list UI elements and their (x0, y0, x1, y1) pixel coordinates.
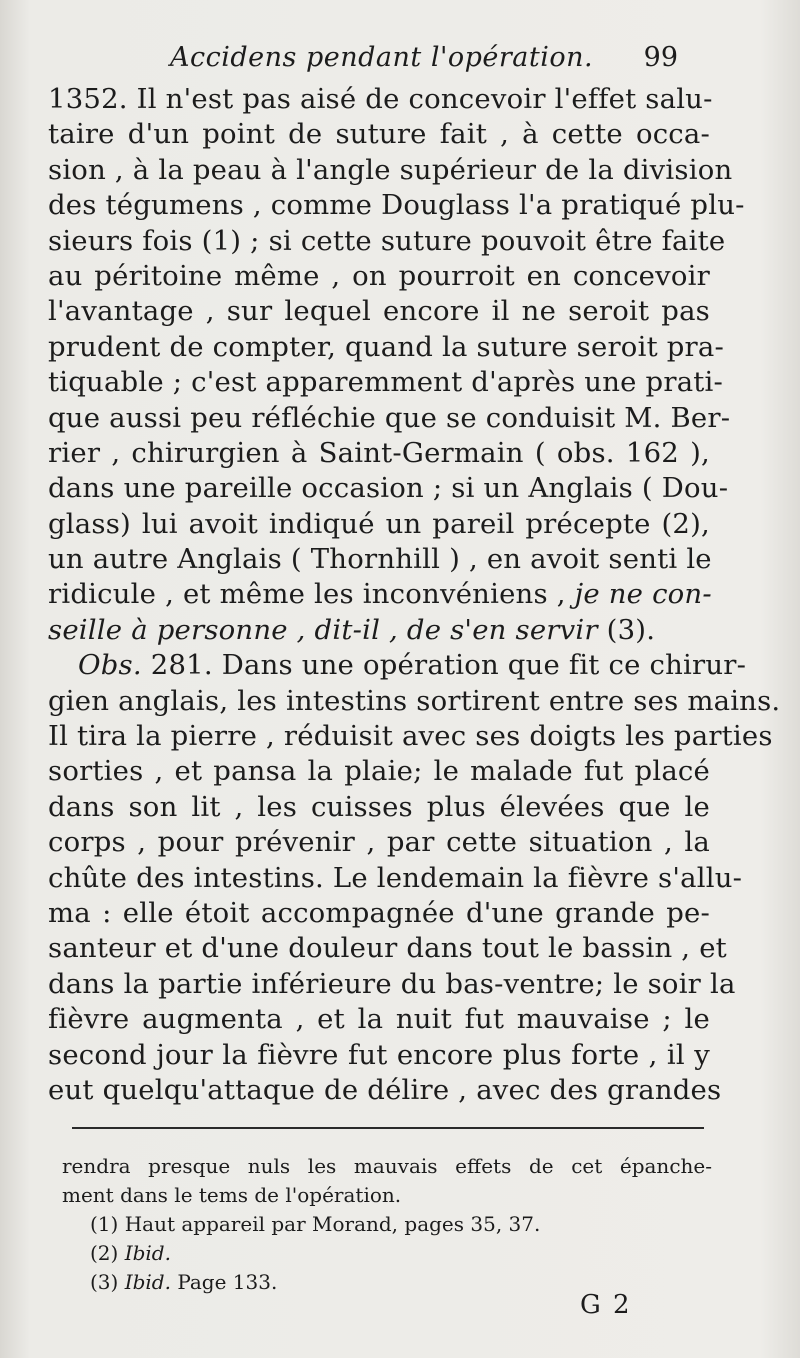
text-line: gien anglais, les intestins sortirent entre ses mains. (48, 684, 781, 717)
text-line: dans la partie inférieure du bas-ventre; le soir la (48, 967, 736, 1000)
footnote-continuation: rendra presque nuls les mauvais effets de cet épanche- (62, 1154, 712, 1178)
text-line: des tégumens , comme Douglass l'a pratiqué plu- (48, 189, 745, 222)
footnote-marker: (1) (90, 1212, 119, 1236)
italic-segment: seille à personne , dit-il , de s'en servir (48, 613, 598, 646)
text-line: au péritoine même , on pourroit en concevoir (48, 259, 710, 292)
footnote-continuation: ment dans le tems de l'opération. (62, 1183, 402, 1207)
text-line: prudent de compter, quand la suture seroit pra- (48, 330, 724, 363)
text-line: dans une pareille occasion ; si un Anglais ( Dou- (48, 472, 729, 505)
text-line: taire d'un point de suture fait , à cette occa- (48, 118, 710, 151)
text-line: ma : elle étoit accompagnée d'une grande pe- (48, 896, 710, 929)
text-line: sorties , et pansa la plaie; le malade fut placé (48, 755, 710, 788)
footnotes (62, 1152, 712, 1297)
text-line: dans son lit , les cuisses plus élevées que le (48, 790, 710, 823)
text-line-italic (48, 613, 710, 648)
text-line: Il tira la pierre , réduisit avec ses doigts les parties (48, 720, 773, 753)
footnote-1 (62, 1210, 712, 1239)
text-line: chûte des intestins. Le lendemain la fièvre s'allu- (48, 861, 743, 894)
text-line: fièvre augmenta , et la nuit fut mauvaise ; le (48, 1003, 710, 1036)
running-head (170, 40, 690, 80)
italic-segment: je ne con- (574, 578, 712, 611)
footnote-2 (62, 1239, 712, 1268)
text-line: l'avantage , sur lequel encore il ne seroit pas (48, 295, 710, 328)
obs-heading-line (48, 648, 747, 683)
text-line: rier , chirurgien à Saint-Germain ( obs. 162 ), (48, 436, 710, 469)
footnote-italic: Ibid. (124, 1270, 171, 1294)
text-line: que aussi peu réfléchie que se conduisit M. Ber- (48, 401, 731, 434)
text-line: un autre Anglais ( Thornhill ) , en avoit senti le (48, 543, 712, 576)
footnote-italic: Ibid. (124, 1241, 171, 1265)
page-number: 99 (643, 42, 678, 73)
text-line-mixed (48, 577, 710, 612)
text-line: santeur et d'une douleur dans tout le bassin , et (48, 932, 727, 965)
footnote-marker: (3) (90, 1270, 119, 1294)
text-segment: ridicule , et même les inconvéniens , (48, 578, 566, 611)
running-title: Accidens pendant l'opération. (170, 42, 594, 73)
signature-mark: G 2 (580, 1290, 632, 1320)
obs-label: Obs. (78, 649, 142, 682)
footnote-marker: (2) (90, 1241, 119, 1265)
footnote-divider (72, 1127, 704, 1129)
body-text (48, 82, 781, 1108)
text-segment: (3). (597, 613, 656, 646)
text-line: sion , à la peau à l'angle supérieur de la division (48, 153, 733, 186)
footnote-text: Haut appareil par Morand, pages 35, 37. (124, 1212, 541, 1236)
text-line: glass) lui avoit indiqué un pareil précepte (2), (48, 507, 710, 540)
text-line: corps , pour prévenir , par cette situation , la (48, 826, 710, 859)
text-line: sieurs fois (1) ; si cette suture pouvoit être faite (48, 224, 726, 257)
text-segment: 281. Dans une opération que fit ce chirur- (141, 649, 747, 682)
text-line: second jour la fièvre fut encore plus forte , il y (48, 1038, 710, 1071)
text-line: 1352. Il n'est pas aisé de concevoir l'effet salu- (48, 83, 713, 115)
text-line: eut quelqu'attaque de délire , avec des grandes (48, 1073, 722, 1106)
footnote-text: Page 133. (170, 1270, 278, 1294)
text-line: tiquable ; c'est apparemment d'après une prati- (48, 366, 724, 399)
